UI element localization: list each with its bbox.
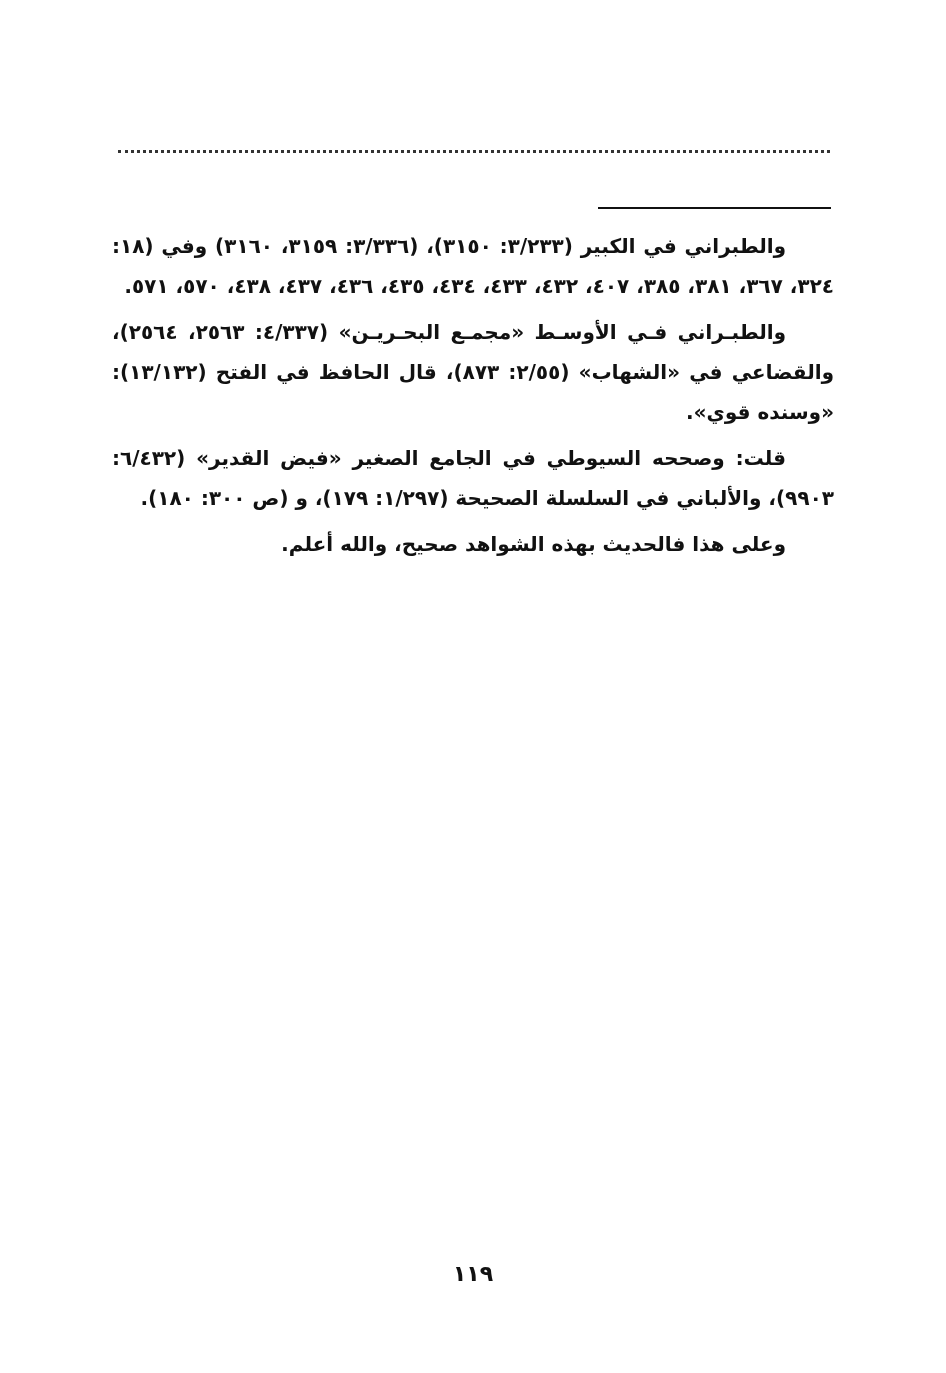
footnote-separator: [598, 207, 831, 209]
footnote-paragraph: قلت: وصححه السيوطي في الجامع الصغير «فيض القدير» (٦/٤٣٢: ٩٩٠٣)، والألباني في السلسلة الصحيحة (١/٢٩٧: ١٧٩)، و (ص ٣٠٠: ١٨٠).: [112, 446, 834, 510]
page-number: ١١٩: [452, 1262, 494, 1287]
footnote-paragraph: والطبـراني فـي الأوسـط «مجمـع البحـريـن» (٤/٣٣٧: ٢٥٦٣، ٢٥٦٤)، والقضاعي في «الشهاب» (٢/٥٥: ٨٧٣)، قال الحافظ في الفتح (١٣/١٣٢): «وسنده قوي».: [112, 320, 834, 424]
footnote-conclusion: وعلى هذا فالحديث بهذه الشواهد صحيح، والله أعلم.: [281, 532, 786, 556]
footnote-paragraph: والطبراني في الكبير (٣/٢٣٣: ٣١٥٠)، (٣/٣٣٦: ٣١٥٩، ٣١٦٠) وفي (١٨: ٣٢٤، ٣٦٧، ٣٨١، ٣٨٥، ٤٠٧، ٤٣٢، ٤٣٣، ٤٣٤، ٤٣٥، ٤٣٦، ٤٣٧، ٤٣٨، ٥٧٠، ٥٧١.: [112, 234, 834, 298]
dotted-separator: [118, 150, 830, 153]
footnotes-block: [112, 226, 834, 570]
